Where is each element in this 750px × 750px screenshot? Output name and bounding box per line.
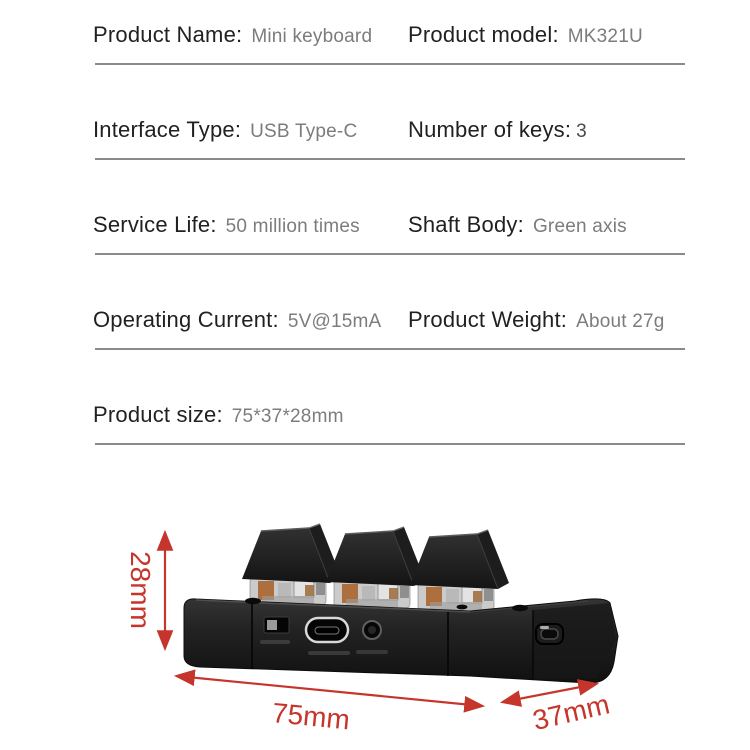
deck-hole [457,605,468,610]
keycap-1 [242,524,341,583]
mode-slide-switch-knob [267,620,277,630]
side-usb-c-highlight [540,626,549,629]
spec-label: Service Life: [93,212,217,237]
spec-label: Product model: [408,22,559,47]
spec-value: MK321U [567,26,643,47]
button-label-smudge [356,650,388,654]
spec-label: Product Name: [93,22,243,47]
spec-label: Product size: [93,402,223,427]
spec-value: About 27g [576,311,665,332]
switch-label-smudge [260,640,290,644]
deck-hole [512,605,528,611]
spec-label: Interface Type: [93,117,242,142]
front-usb-c-slot [315,627,339,634]
deck-hole [245,598,261,604]
keycap-3 [410,530,509,589]
spec-value: USB Type-C [250,121,358,142]
front-button-center [368,626,376,634]
spec-value: Green axis [532,216,627,237]
spec-label: Product Weight: [408,307,568,332]
spec-label: Operating Current: [93,307,279,332]
port-label-smudge [308,651,350,655]
dimension-width-label: 75mm [270,697,352,736]
spec-value: 5V@15mA [287,311,382,332]
spec-value: 3 [576,121,587,142]
spec-label: Shaft Body: [408,212,524,237]
spec-value: 75*37*28mm [231,406,344,427]
dimension-height-label: 28mm [125,551,157,629]
keycap-2 [326,527,425,586]
spec-label: Number of keys: [408,117,572,142]
dimension-width-arrow [177,676,482,706]
dimension-depth-label: 37mm [529,688,613,737]
spec-value: 50 million times [225,216,360,237]
spec-value: Mini keyboard [251,26,373,47]
side-usb-c-slot [541,629,558,639]
